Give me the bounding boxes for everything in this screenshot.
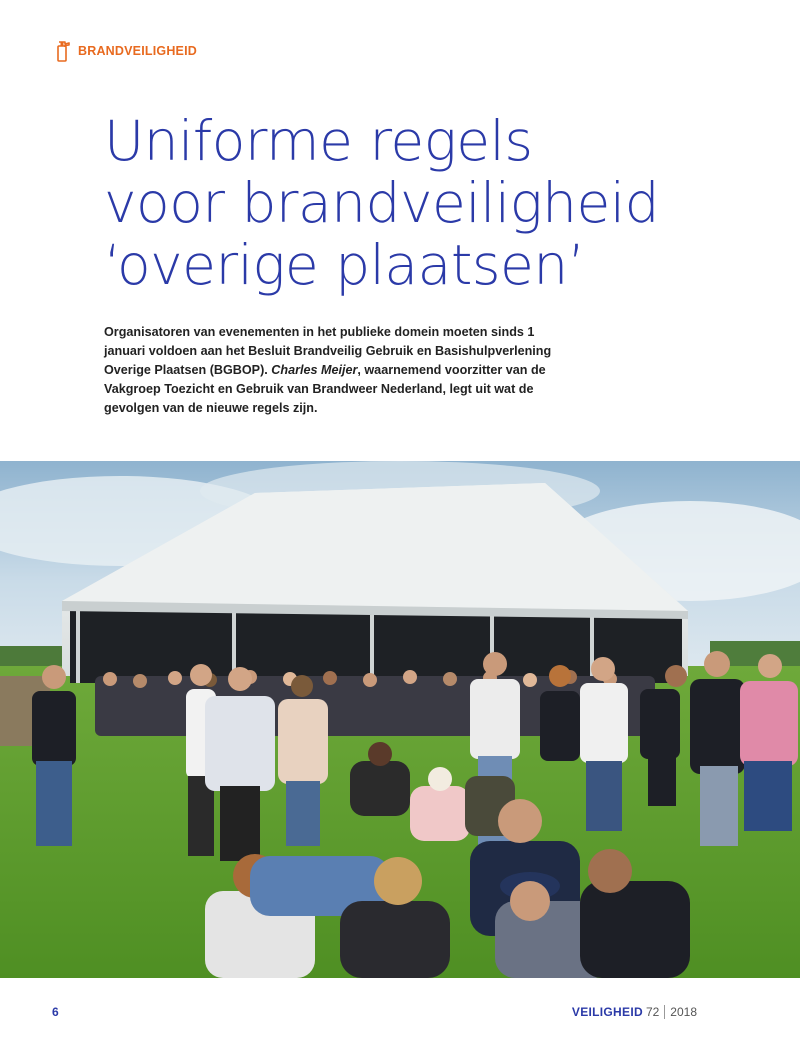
page-footer xyxy=(0,1000,800,1024)
section-label: BRANDVEILIGHEID xyxy=(78,44,197,58)
page-number: 6 xyxy=(52,1005,59,1019)
magazine-name: VEILIGHEID xyxy=(571,1005,643,1019)
title-line-2: voor brandveiligheid xyxy=(104,171,660,235)
article-title xyxy=(104,110,744,296)
intro-author-name: Charles Meijer xyxy=(271,363,358,377)
title-line-1: Uniforme regels xyxy=(104,109,533,173)
intro-paragraph xyxy=(104,323,559,418)
title-line-3: ‘overige plaatsen’ xyxy=(104,233,585,297)
intro-text-1: Organisatoren van evenementen in het publieke domein moeten sinds 1 januari voldoen aan het Besluit Brandveilig Gebruik en Basishulpverlening Overige Plaatsen (BGBOP). xyxy=(104,325,552,377)
intro-text-2: , waarnemend voorzitter van de Vakgroep Toezicht en Gebruik van Brandweer Nederland, legt uit wat de gevolgen van de nieuwe regels zijn. xyxy=(104,363,546,415)
section-tag xyxy=(52,40,197,62)
fire-extinguisher-icon xyxy=(52,40,72,62)
festival-photo xyxy=(0,461,800,978)
issue-number: 72 xyxy=(645,1005,660,1019)
footer-magazine-info xyxy=(572,1005,697,1019)
footer-divider xyxy=(664,1005,665,1019)
issue-year: 2018 xyxy=(670,1005,697,1019)
